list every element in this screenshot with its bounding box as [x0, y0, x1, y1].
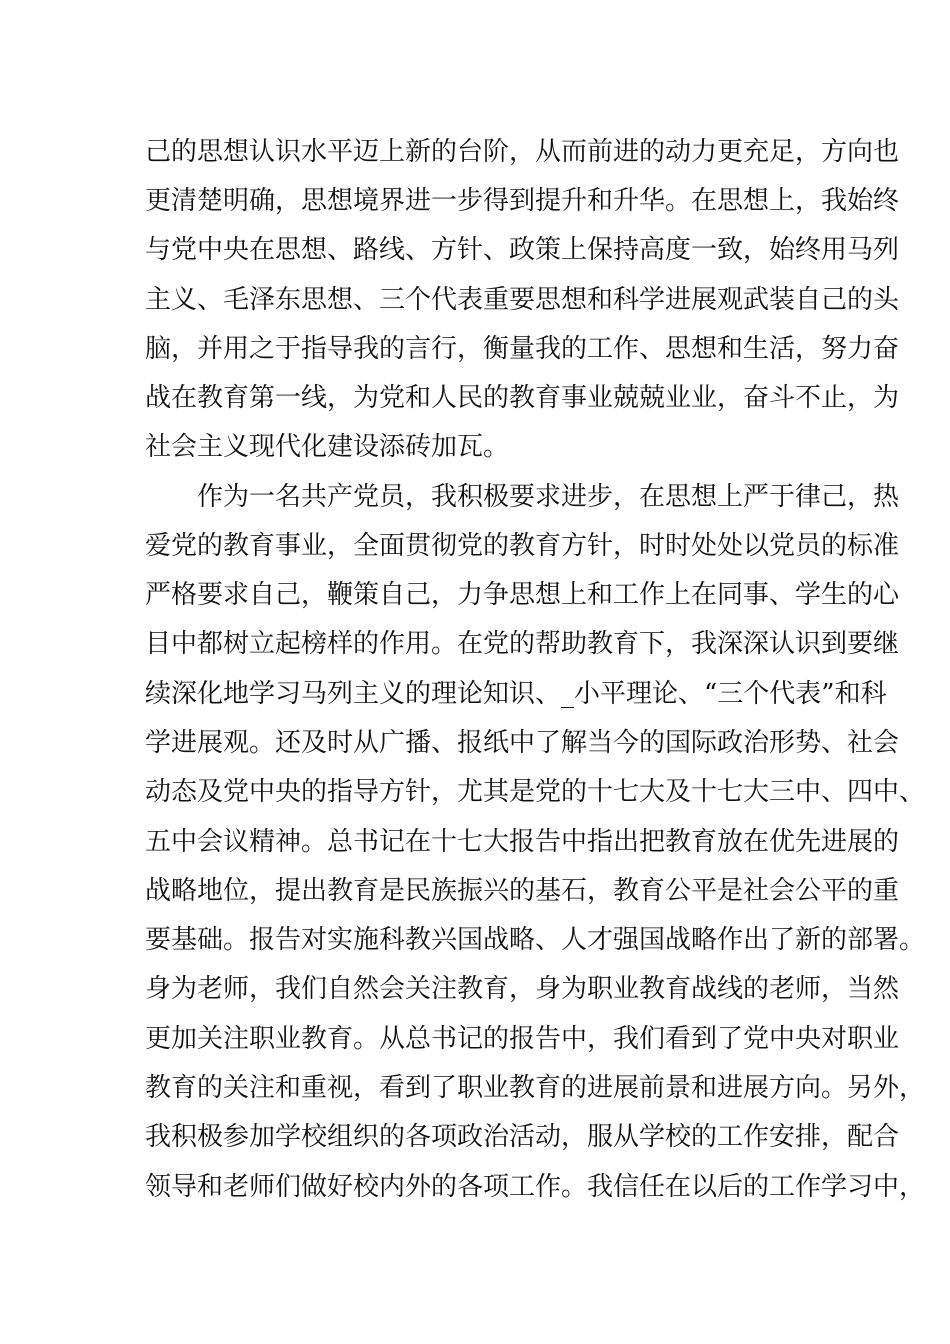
text-line-2: 更清楚明确，思想境界进一步得到提升和升华。在思想上，我始终 [145, 186, 900, 216]
text-line-5: 脑，并用之于指导我的言行，衡量我的工作、思想和生活，努力奋 [145, 334, 900, 364]
text-line-18: 身为老师，我们自然会关注教育，身为职业教育战线的老师，当然 [145, 974, 900, 1004]
text-line-16: 战略地位，提出教育是民族振兴的基石，教育公平是社会公平的重 [145, 876, 900, 906]
text-line-10: 严格要求自己，鞭策自己，力争思想上和工作上在同事、学生的心 [145, 580, 900, 610]
text-line-3: 与党中央在思想、路线、方针、政策上保持高度一致，始终用马列 [145, 235, 900, 265]
text-line-12: 续深化地学习马列主义的理论知识、_小平理论、“三个代表”和科 [145, 679, 887, 709]
text-line-13: 学进展观。还及时从广播、报纸中了解当今的国际政治形势、社会 [145, 728, 900, 758]
text-line-1: 己的思想认识水平迈上新的台阶，从而前进的动力更充足，方向也 [145, 137, 900, 167]
text-line-19: 更加关注职业教育。从总书记的报告中，我们看到了党中央对职业 [145, 1024, 900, 1054]
text-line-15: 五中会议精神。总书记在十七大报告中指出把教育放在优先进展的 [145, 827, 900, 857]
text-line-14: 动态及党中央的指导方针，尤其是党的十七大及十七大三中、四中、 [145, 777, 926, 807]
text-line-7: 社会主义现代化建设添砖加瓦。 [145, 432, 510, 462]
text-line-22: 领导和老师们做好校内外的各项工作。我信任在以后的工作学习中， [145, 1172, 926, 1202]
text-line-6: 战在教育第一线，为党和人民的教育事业兢兢业业，奋斗不止，为 [145, 383, 900, 413]
text-line-21: 我积极参加学校组织的各项政治活动，服从学校的工作安排，配合 [145, 1122, 900, 1152]
text-line-17: 要基础。报告对实施科教兴国战略、人才强国战略作出了新的部署。 [145, 925, 926, 955]
text-line-4: 主义、毛泽东思想、三个代表重要思想和科学进展观武装自己的头 [145, 285, 900, 315]
text-line-11: 目中都树立起榜样的作用。在党的帮助教育下，我深深认识到要继 [145, 629, 900, 659]
text-line-8: 作为一名共产党员，我积极要求进步，在思想上严于律己，热 [197, 482, 900, 512]
text-line-9: 爱党的教育事业，全面贯彻党的教育方针，时时处处以党员的标准 [145, 531, 900, 561]
text-line-20: 教育的关注和重视，看到了职业教育的进展前景和进展方向。另外， [145, 1073, 926, 1103]
